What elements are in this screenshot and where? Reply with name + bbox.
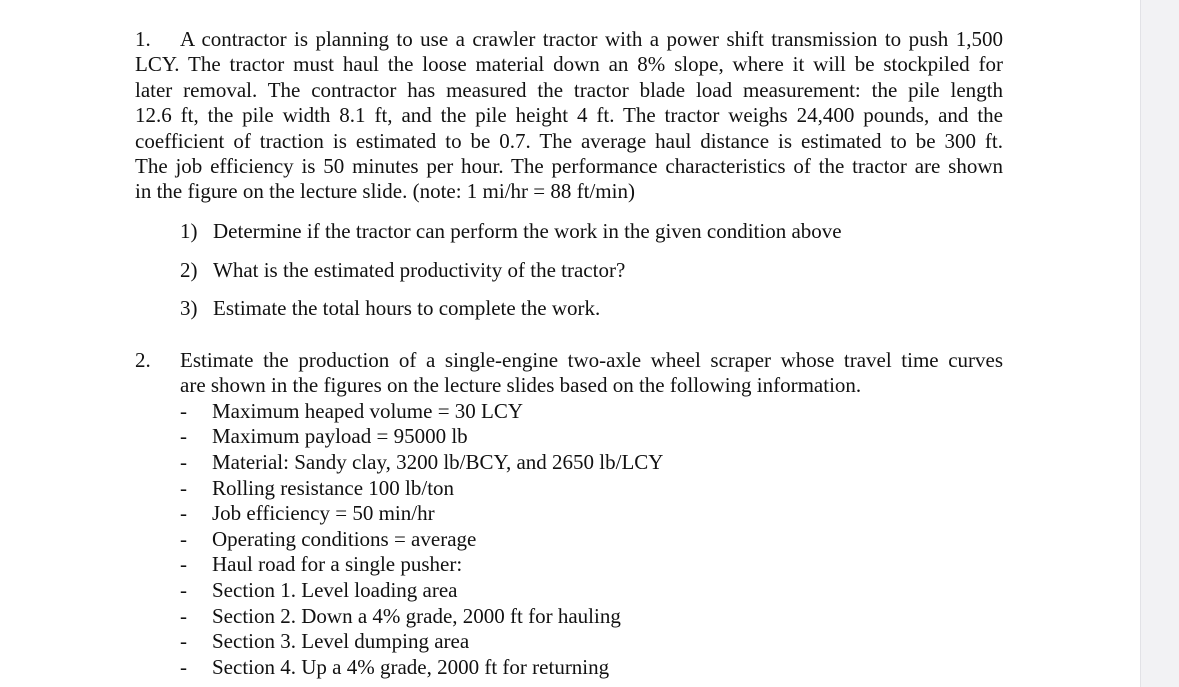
question-1-line: The job efficiency is 50 minutes per hour. The performance characteristics of the tractor are shown <box>135 154 1003 179</box>
question-1-line: later removal. The contractor has measured the tractor blade load measurement: the pile length <box>135 77 1003 102</box>
question-2-line: are shown in the figures on the lecture slides based on the following information. <box>180 373 862 398</box>
bullet-text: Section 3. Level dumping area <box>212 629 470 653</box>
bullet-dash: - <box>180 578 187 602</box>
bullet-text: Haul road for a single pusher: <box>212 552 463 576</box>
question-1-line: 12.6 ft, the pile width 8.1 ft, and the pile height 4 ft. The tractor weighs 24,400 pounds, and the <box>135 103 1003 128</box>
bullet-text: Section 2. Down a 4% grade, 2000 ft for hauling <box>212 604 621 628</box>
bullet-text: Section 4. Up a 4% grade, 2000 ft for returning <box>212 655 610 679</box>
bullet-dash: - <box>180 501 187 525</box>
question-1-line: in the figure on the lecture slide. (note: 1 mi/hr = 88 ft/min) <box>135 179 635 204</box>
bullet-text: Operating conditions = average <box>212 527 477 551</box>
bullet-dash: - <box>180 450 187 474</box>
bullet-dash: - <box>180 629 187 653</box>
question-2-line: Estimate the production of a single-engine two-axle wheel scraper whose travel time curves <box>180 348 1003 372</box>
bullet-dash: - <box>180 604 187 628</box>
subquestion-label: 1) <box>180 219 198 243</box>
subquestion-text: Estimate the total hours to complete the work. <box>213 296 601 320</box>
bullet-dash: - <box>180 399 187 423</box>
bullet-text: Job efficiency = 50 min/hr <box>212 501 435 525</box>
bullet-dash: - <box>180 476 187 500</box>
bullet-dash: - <box>180 424 187 448</box>
bullet-text: Maximum payload = 95000 lb <box>212 424 468 448</box>
question-1-line: coefficient of traction is estimated to be 0.7. The average haul distance is estimated to be 300 ft. <box>135 128 1003 153</box>
question-2-number: 2. <box>135 348 151 372</box>
question-1-text <box>135 27 1003 205</box>
bullet-dash: - <box>180 552 187 576</box>
subquestion-label: 2) <box>180 258 198 282</box>
bullet-text: Material: Sandy clay, 3200 lb/BCY, and 2650 lb/LCY <box>212 450 664 474</box>
subquestion-label: 3) <box>180 296 198 320</box>
question-2-text <box>180 348 1003 399</box>
question-1-number: 1. <box>135 27 151 51</box>
bullet-text: Maximum heaped volume = 30 LCY <box>212 399 524 423</box>
page-edge-margin <box>1140 0 1179 687</box>
bullet-dash: - <box>180 655 187 679</box>
bullet-text: Rolling resistance 100 lb/ton <box>212 476 455 500</box>
bullet-dash: - <box>180 527 187 551</box>
subquestion-text: Determine if the tractor can perform the work in the given condition above <box>213 219 842 243</box>
question-1-line: LCY. The tractor must haul the loose material down an 8% slope, where it will be stockpiled for <box>135 52 1003 77</box>
bullet-text: Section 1. Level loading area <box>212 578 458 602</box>
subquestion-text: What is the estimated productivity of the tractor? <box>213 258 626 282</box>
question-1-line: A contractor is planning to use a crawler tractor with a power shift transmission to push 1,500 <box>180 27 1003 51</box>
